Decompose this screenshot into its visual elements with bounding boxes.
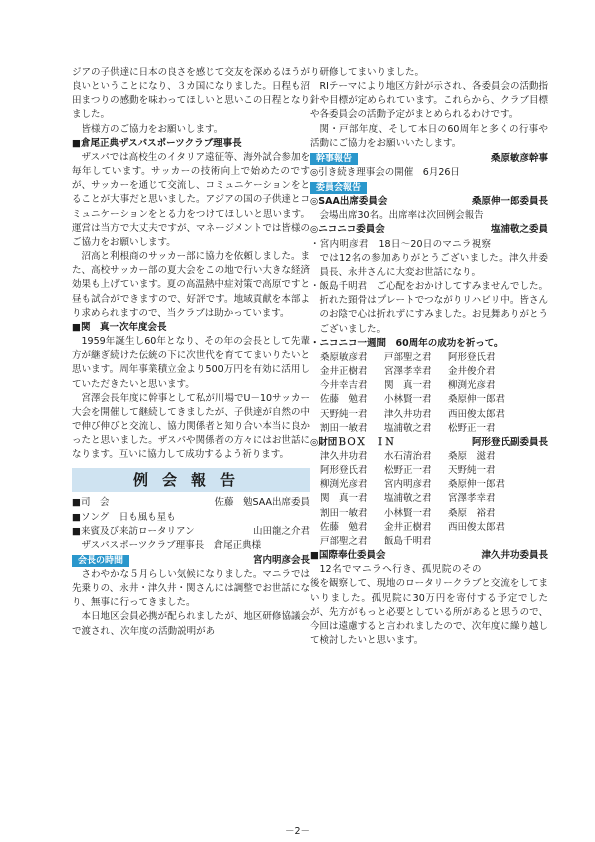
member-name: 佐藤 勉君 (320, 394, 368, 406)
member-name: 水石清治君 (384, 451, 432, 462)
member-name: 関 真一君 (320, 493, 368, 505)
member-name: 関 真一君 (384, 380, 432, 392)
paragraph: 関・戸部年度、そして本日の60周年と多くの行事や活動にご協力をお願いいたします。 (310, 123, 548, 149)
committee-chair: 阿形登氏副委員長 (471, 436, 548, 448)
mc-value: 佐藤 勉SAA出席委員 (214, 497, 310, 509)
member-name: 柳渕光彦君 (320, 479, 368, 491)
committee-chair: 塩浦敬之委員 (490, 224, 548, 236)
page-number: －2－ (284, 826, 311, 837)
mc-label: ■司 会 (72, 497, 110, 509)
committee-title: ◎SAA出席委員会 (310, 196, 388, 208)
secretary-report-pill: 幹事報告 (310, 153, 358, 165)
member-name: 金井正樹君 (384, 521, 432, 533)
song-label: ■ソング 日も風も星も (72, 511, 176, 523)
nikoniko-members-grid (310, 351, 548, 436)
meeting-report-banner: 例会報告 (72, 468, 310, 492)
paragraph: り研修してまいりました。 (310, 67, 425, 78)
member-name: 柳渕光彦君 (448, 380, 496, 392)
president-time-pill: 会長の時間 (72, 555, 129, 567)
member-name: 塩浦敬之君 (384, 493, 432, 505)
member-name: 宮澤孝幸君 (384, 366, 432, 378)
paragraph: ザスパでは高校生のイタリア遠征等、海外試合参加を毎年しています。サッカーの技術向上で始めたのですが、サッカーを通じて交流し、コミュニケーションをとることが大事だと思いました。アジアの国の子供達とコミュニケーションをとる力をつけてほしいと思います。運営は当方で大丈夫ですが、マネージメントでは皆様のご協力をお願いします。 (72, 151, 310, 248)
president-time-header (72, 554, 310, 568)
committee-title: ◎ニコニコ委員会 (310, 224, 385, 236)
member-name: 桑原伸一郎君 (448, 479, 506, 491)
member-name: 西田俊太郎君 (448, 408, 506, 420)
committee-title: ■国際奉仕委員会 (310, 550, 386, 562)
member-name: 宮澤孝幸君 (448, 493, 496, 505)
member-name: 戸部聖之君 (384, 351, 432, 363)
member-name: 金井俊介君 (448, 366, 496, 378)
member-name: 津久井功君 (320, 451, 368, 462)
member-name: 桑原敏彦君 (320, 351, 368, 363)
mc-row (72, 496, 310, 510)
member-name: 阿形登氏君 (448, 351, 496, 363)
member-name: 松野正一君 (448, 422, 496, 434)
member-name: 桑原 滋君 (448, 451, 496, 462)
paragraph: 宮澤会長年度に幹事として私が川場でU－10サッカー大会を開催して継続してきましたが、子供達が自然の中で伸び伸びと交流し、協力関係者と知り合い本当に良かったと思いました。ザスパや関係者の方々にはお世話になります。互いに協力して成功するよう祈ります。 (72, 392, 310, 461)
member-name: 戸部聖之君 (320, 535, 368, 547)
paragraph: 本日地区会員必携が配られましたが、地区研修協議会で渡され、次年度の活動説明があ (72, 611, 310, 637)
section-heading (310, 549, 548, 563)
section-heading: ・ニコニコ一週間 60周年の成功を祈って。 (310, 337, 504, 349)
member-name: 津久井功君 (384, 408, 432, 420)
member-name: 小林賢一君 (384, 394, 432, 406)
paragraph: RIテーマにより地区方針が示され、各委員会の活動指針や目標が定められています。これらから、クラブ目標や各委員会の活動予定がまとめられるわけです。 (310, 81, 548, 121)
list-item: ・宮内明彦君 18日～20日のマニラ視察では12名の参加ありがとうございました。津久井委員長、永井さんに大変お世話になり。 (310, 238, 548, 278)
member-name: 飯島千明君 (384, 535, 432, 547)
member-name: 天野純一君 (320, 408, 368, 420)
paragraph: 1959年誕生し60年となり、その年の会長として先輩方が継ぎ続けた伝統の下に次世代を育ててまいりたいと思います。周年事業積立金より500万円を有効に活用していただきたいと思います。 (72, 336, 310, 390)
attendance-row: 会場出席30名。出席率は次回例会報告 (319, 210, 484, 222)
committee-chair: 津久井功委員長 (481, 550, 548, 562)
section-heading (310, 436, 548, 450)
member-name: 西田俊太郎君 (448, 521, 506, 533)
member-name: 桑原伸一郎君 (448, 394, 506, 406)
left-column (72, 66, 310, 639)
president-name: 宮内明彦会長 (252, 555, 310, 566)
committee-report-pill: 委員会報告 (310, 182, 367, 194)
committee-report-header (310, 181, 548, 195)
member-name: 天野純一君 (448, 465, 496, 477)
list-item: ・飯島千明君 ご心配をおかけしてすみませんでした。折れた頸骨はプレートでつながりリハビリ中。皆さんのお陰で心は折れずにすみました。お見舞ありがとうございました。 (310, 281, 548, 335)
paragraph: 沼高と利根商のサッカー部に協力を依頼しました。また、高校サッカー部の夏大会をこの地で行い大きな経済効果も上げています。夏の高温熱中症対策で高原ですと昼も試合ができますので、好評です。地域貢献を本部より求められますので、当クラブは助かっています。 (72, 251, 310, 319)
board-meeting-row: ◎引き続き理事会の開催 6月26日 (310, 166, 460, 178)
foundation-box-members-grid (310, 450, 506, 549)
member-name: 桑原 裕君 (448, 507, 496, 519)
member-name: 割田一敏君 (320, 507, 368, 519)
paragraph: さわやかな５月らしい気候になりました。マニラでは先乗りの、永井・津久井・関さんには調整でお世話になり、無事に行ってきました。 (72, 569, 310, 609)
section-heading (310, 223, 548, 237)
committee-title: ◎財団ＢＯＸ ＩＮ (310, 436, 395, 448)
secretary-report-header (310, 152, 548, 166)
secretary-name: 桑原敏彦幹事 (490, 152, 548, 164)
member-name: 塩浦敬之君 (384, 422, 432, 434)
member-name: 今井幸吉君 (320, 380, 368, 392)
right-column (310, 66, 548, 648)
section-heading: ■倉尾正典ザスパスポーツクラブ理事長 (72, 137, 242, 149)
guests-heading: ■来賓及び来訪ロータリアン (72, 525, 195, 537)
member-name: 松野正一君 (384, 465, 432, 477)
member-name: 佐藤 勉君 (320, 521, 368, 533)
member-name: 金井正樹君 (320, 366, 368, 378)
section-heading (310, 195, 548, 209)
member-name: 小林賢一君 (384, 507, 432, 519)
guest-row: ザスパスポーツクラブ理事長 倉尾正典様 (81, 539, 262, 551)
paragraph: 皆様方のご協力をお願いします。 (81, 123, 224, 135)
member-name: 阿形登氏君 (320, 465, 368, 477)
member-name: 割田一敏君 (320, 422, 368, 434)
member-name: 宮内明彦君 (384, 479, 432, 491)
paragraph: 12名でマニラへ行き、孤児院のその後を観察して、現地のロータリークラブと交流をしてまいりました。孤児院に30万円を寄付する予定でしたが、先方がもっと必要としている所があると思うので、今回は遠慮すると言われましたので、次年度に繰り越して検討したいと思います。 (310, 564, 548, 647)
committee-chair: 桑原伸一郎委員長 (471, 196, 548, 208)
song-value: 山田龍之介君 (252, 525, 310, 537)
section-heading: ■関 真一次年度会長 (72, 321, 167, 333)
paragraph: ジアの子供達に日本の良さを感じて交友を深めるほうが良いということになり、３カ国になりました。日程も沼田まつりの感動を味わってほしいと思いこの日程となりました。 (72, 67, 310, 121)
